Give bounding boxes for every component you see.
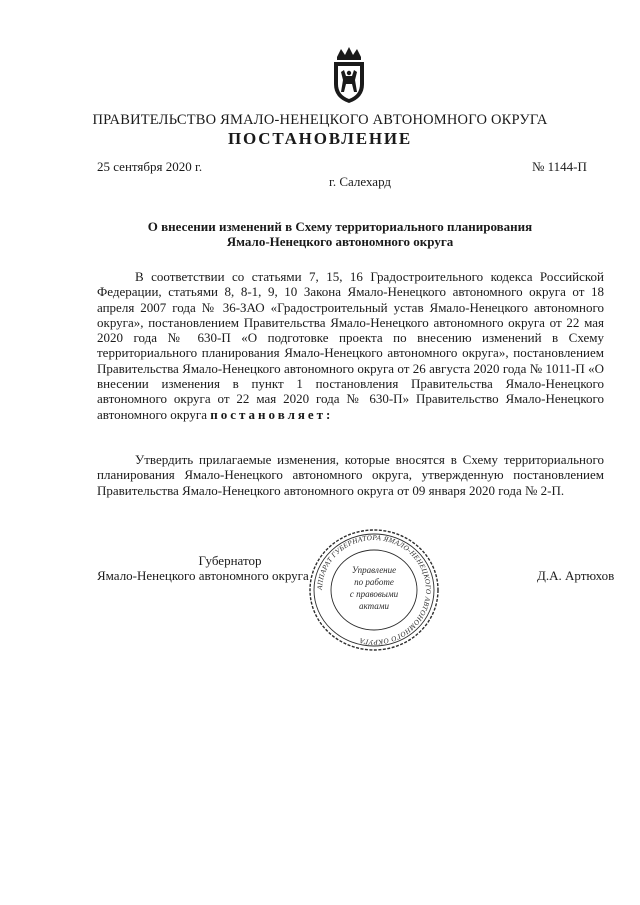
decree-heading — [115, 219, 565, 249]
yamal-coat-of-arms-icon — [329, 46, 369, 104]
stamp-center-line3: с правовыми — [349, 589, 399, 599]
stamp-center-line1: Управление — [351, 565, 397, 575]
decree-city: г. Салехард — [328, 174, 392, 189]
decree-title: ПОСТАНОВЛЕНИЕ — [227, 129, 413, 148]
stamp-ring-text: АППАРАТ ГУБЕРНАТОРА ЯМАЛО-НЕНЕЦКОГО АВТОНОМНОГО ОКРУГА — [315, 533, 433, 647]
stamp-center-line4: актами — [359, 601, 389, 611]
signatory-name: Д.А. Артюхов — [537, 568, 615, 583]
body-paragraph-2 — [97, 452, 604, 498]
signatory-organization: Ямало-Ненецкого автономного округа — [97, 568, 309, 583]
official-stamp-icon — [307, 527, 441, 653]
government-name: ПРАВИТЕЛЬСТВО ЯМАЛО-НЕНЕЦКОГО АВТОНОМНОГО ОКРУГА — [92, 112, 548, 128]
decree-heading-line1: О внесении изменений в Схему территориального планирования — [147, 219, 533, 234]
decree-date: 25 сентября 2020 г. — [97, 159, 203, 174]
signatory-title: Губернатор — [198, 553, 262, 568]
decree-number: № 1144-П — [532, 159, 587, 174]
body-paragraph-1 — [97, 269, 604, 422]
body-paragraph-2-text: Утвердить прилагаемые изменения, которые вносятся в Схему территориального планирования Ямало-Ненецкого автономного округа, утвержденную постановлением Правительства Ямало-Ненецкого автономного округа от 09 января 2020 года № 2-П. — [97, 452, 604, 498]
stamp-center-line2: по работе — [354, 577, 394, 587]
resolution-word: постановляет: — [210, 406, 334, 422]
body-paragraph-1-text: В соответствии со статьями 7, 15, 16 Градостроительного кодекса Российской Федерации, статьями 8, 8-1, 9, 10 Закона Ямало-Ненецкого автономного округа от 18 апреля 2007 года № 36-ЗАО «Градостроительный устав Ямало-Ненецкого автономного округа», постановлением Правительства Ямало-Ненецкого автономного округа от 22 мая 2020 года № 630-П «О подготовке проекта по внесению изменений в Схему территориального планирования Ямало-Ненецкого автономного округа», постановлением Правительства Ямало-Ненецкого автономного округа от 26 августа 2020 года № 1011-П «О внесении изменения в пункт 1 постановления Правительства Ямало-Ненецкого автономного округа от 22 мая 2020 года № 630-П» Правительство Ямало-Ненецкого автономного округа — [97, 269, 604, 422]
decree-heading-line2: Ямало-Ненецкого автономного округа — [226, 234, 454, 249]
